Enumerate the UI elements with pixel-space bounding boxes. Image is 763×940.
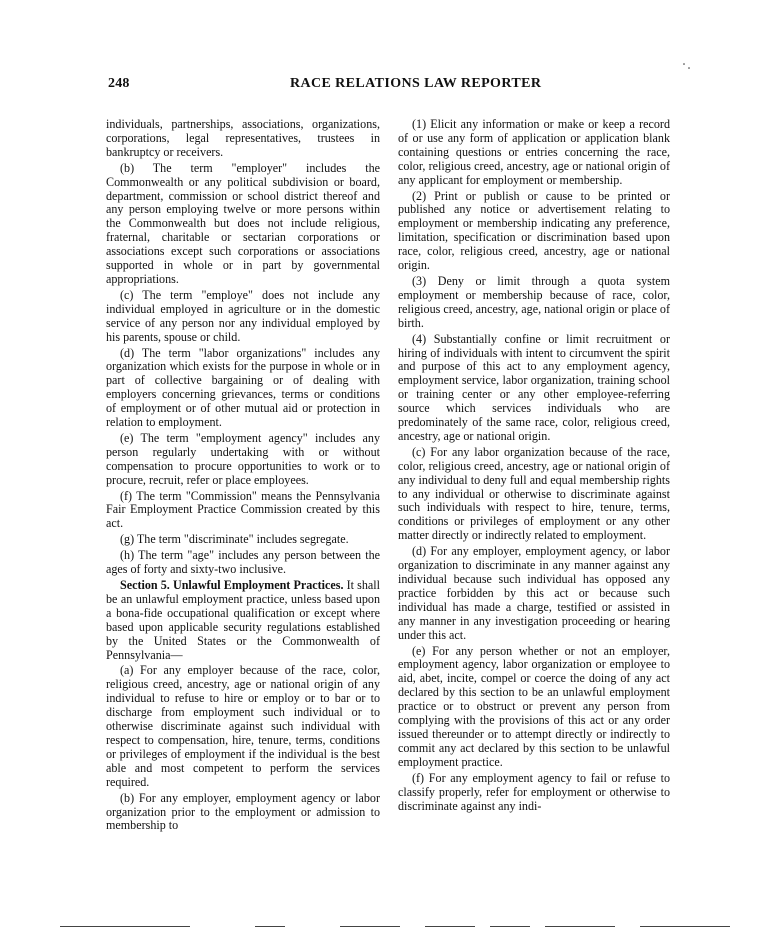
paragraph: (d) For any employer, employment agency, or labor organization to discriminate in any manner against any individual because such individual has opposed any practice forbidden by this act or because such individual has made a charge, testified or assisted in any manner in any investigation proceeding or hearing under this act.	[398, 544, 670, 642]
right-column	[398, 118, 670, 815]
paragraph: (c) The term "employe" does not include any individual employed in agriculture or in the domestic service of any person nor any individual employed by his parents, spouse or child.	[106, 287, 380, 344]
paragraph: (g) The term "discriminate" includes segregate.	[120, 532, 349, 547]
paragraph: (2) Print or publish or cause to be printed or published any notice or advertisement relating to employment or membership indicating any preference, limitation, specification or discrimination based upon race, color, religious creed, ancestry, age or national origin.	[398, 188, 670, 273]
paragraph: (h) The term "age" includes any person between the ages of forty and sixty-two inclusive.	[106, 548, 380, 577]
paragraph: (1) Elicit any information or make or keep a record of or use any form of application or application blank containing questions or entries concerning the race, color, religious creed, ancestry, age or national origin of any applicant for employment or membership.	[398, 117, 670, 187]
page-number: 248	[108, 76, 130, 91]
paragraph: (3) Deny or limit through a quota system employment or membership because of race, color, religious creed, ancestry, age, national origin or place of birth.	[398, 273, 670, 330]
paragraph: (b) The term "employer" includes the Commonwealth or any political subdivision or board, department, commission or school district thereof and any person employing twelve or more persons within the Commonwealth but does not include religious, fraternal, charitable or sectarian corporations or associations except such corporations or associations supported in whole or in part by governmental appropriations.	[106, 160, 380, 286]
section-text: It shall be an unlawful employment practice, unless based upon a bona-fide occupational qualification or except where based upon applicable security regulations established by the United States or the Commonwealth of Pennsylvania—	[106, 578, 380, 662]
paragraph: (e) The term "employment agency" includes any person regularly undertaking with or without compensation to procure opportunities to work or to procure, recruit, refer or place employees.	[106, 430, 380, 487]
footer-rule	[425, 926, 475, 927]
paragraph: (e) For any person whether or not an employer, employment agency, labor organization or employee to aid, abet, incite, compel or coerce the doing of any act declared by this section to be an unlawful employment practice or to obstruct or prevent any person from complying with the provisions of this act or any order issued thereunder or to attempt directly or indirectly to commit any act declared by this section to be unlawful employment practice.	[398, 643, 670, 769]
section-heading: Section 5. Unlawful Employment Practices.	[120, 578, 344, 592]
paragraph: (f) The term "Commission" means the Pennsylvania Fair Employment Practice Commission created by this act.	[106, 488, 380, 531]
footer-rule	[545, 926, 615, 927]
scan-speck	[680, 60, 700, 80]
running-head: RACE RELATIONS LAW REPORTER	[290, 76, 542, 91]
footer-rule	[60, 926, 190, 927]
paragraph: (d) The term "labor organizations" includes any organization which exists for the purpose in whole or in part of collective bargaining or of dealing with employers concerning grievances, terms or conditions of employment or of other mutual aid or protection in relation to employment.	[106, 345, 380, 430]
page-header	[0, 76, 763, 96]
footer-rule	[490, 926, 530, 927]
footer-rule	[640, 926, 730, 927]
footer-rule	[255, 926, 285, 927]
paragraph: (a) For any employer because of the race, color, religious creed, ancestry, age or national origin of any individual to refuse to hire or employ or to bar or to discharge from employment such individual or to otherwise discriminate against such individual with respect to compensation, hire, tenure, terms, conditions or privileges of employment if the individual is the best able and most competent to perform the services required.	[106, 663, 380, 789]
left-column	[106, 118, 380, 835]
paragraph: (4) Substantially confine or limit recruitment or hiring of individuals with intent to circumvent the spirit and purpose of this act to any employment agency, employment service, labor organization, training school or training center or any other employee-referring source which services individuals who are predominately of the same race, color, religious creed, ancestry, age or national origin.	[398, 331, 670, 443]
paragraph: (b) For any employer, employment agency or labor organization prior to the employment or admission to membership to	[106, 790, 380, 833]
paragraph: (c) For any labor organization because of the race, color, religious creed, ancestry, age or national origin of any individual to deny full and equal membership rights to any individual or otherwise to discriminate against such individuals with respect to hire, tenure, terms, conditions or privileges of employment or any other matter directly or indirectly related to employment.	[398, 444, 670, 543]
footer-rules	[0, 926, 763, 932]
section-paragraph	[106, 579, 380, 662]
paragraph: individuals, partnerships, associations, organizations, corporations, legal representatives, trustees in bankruptcy or receivers.	[106, 117, 380, 159]
footer-rule	[340, 926, 400, 927]
paragraph: (f) For any employment agency to fail or refuse to classify properly, refer for employment or otherwise to discriminate against any indi-	[398, 770, 670, 813]
